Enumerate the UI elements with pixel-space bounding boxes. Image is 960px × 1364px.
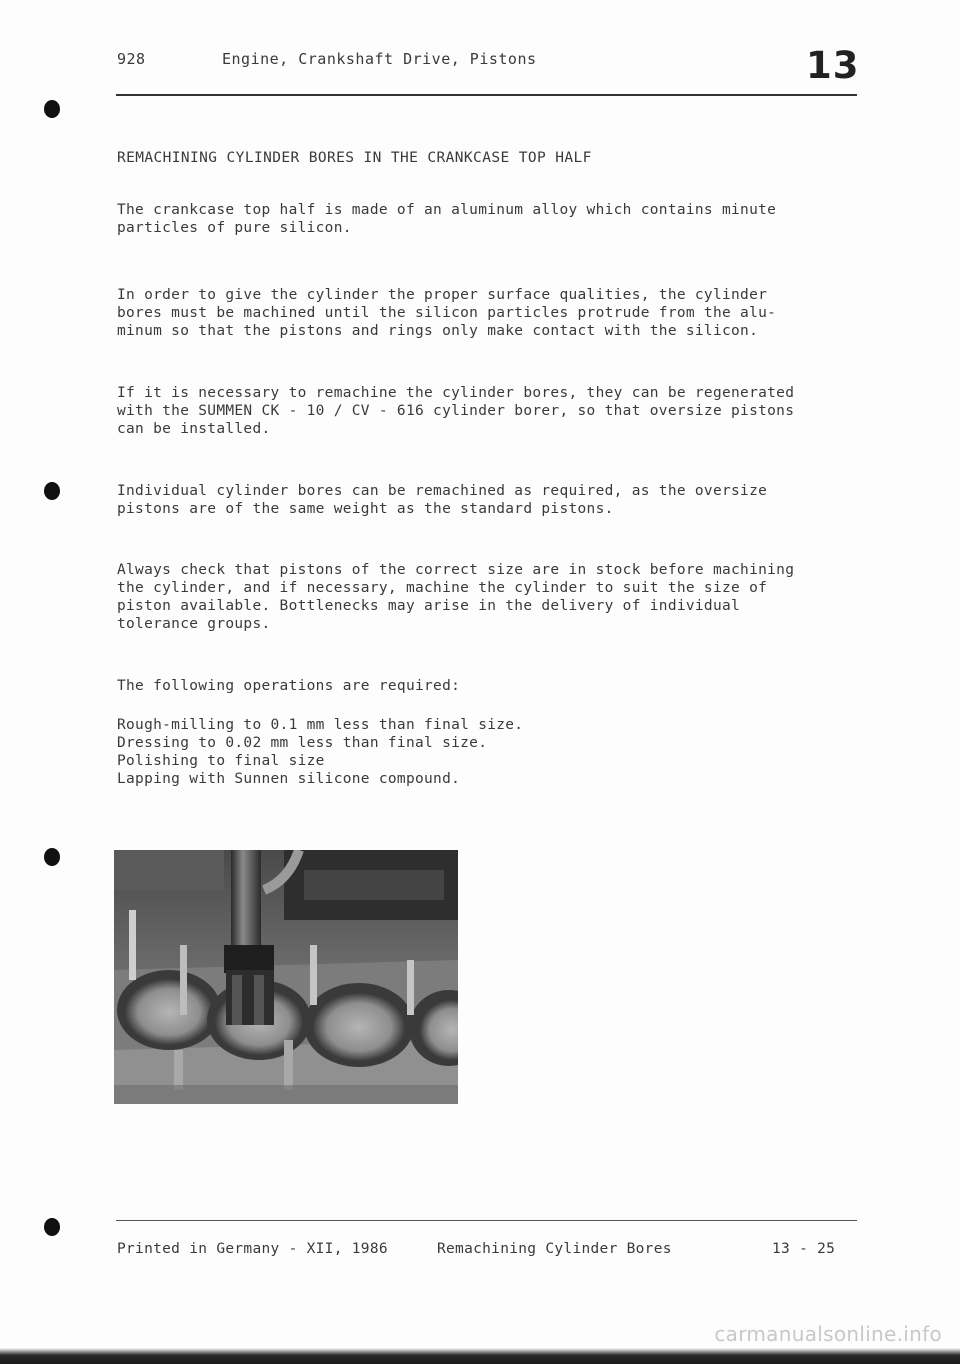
- watermark-text: carmanualsonline.info: [714, 1322, 942, 1346]
- header-title: Engine, Crankshaft Drive, Pistons: [222, 50, 537, 68]
- chapter-number: 13: [806, 44, 860, 87]
- footer-page-number: 13 - 25: [772, 1241, 836, 1257]
- binder-hole-icon: [44, 1218, 60, 1236]
- paragraph-crankcase-material: The crankcase top half is made of an aluminum alloy which contains minute particles of pure silicon.: [117, 202, 777, 236]
- footer-printed-info: Printed in Germany - XII, 1986: [117, 1241, 388, 1257]
- header-divider: [116, 94, 857, 96]
- paragraph-check-pistons: Always check that pistons of the correct size are in stock before machining the cylinder, and if necessary, machine the cylinder to suit the size of piston available. Bottlenecks may arise in the delivery of individual tolerance groups.: [117, 562, 795, 632]
- paragraph-operations-intro: The following operations are required:: [117, 678, 461, 694]
- binder-hole-icon: [44, 848, 60, 866]
- binder-hole-icon: [44, 482, 60, 500]
- header-model: 928: [117, 50, 146, 68]
- cylinder-borer-photo: [114, 850, 458, 1104]
- paragraph-surface-qualities: In order to give the cylinder the proper surface qualities, the cylinder bores must be machined until the silicon particles protrude from the alu- minum so that the pistons and rings only make contact with the silicon.: [117, 287, 777, 339]
- section-heading: REMACHINING CYLINDER BORES IN THE CRANKCASE TOP HALF: [117, 150, 592, 166]
- footer-divider: [116, 1220, 857, 1221]
- paragraph-regeneration: If it is necessary to remachine the cylinder bores, they can be regenerated with the SUMMEN CK - 10 / CV - 616 cylinder borer, so that oversize pistons can be installed.: [117, 385, 795, 437]
- operations-list: Rough-milling to 0.1 mm less than final size. Dressing to 0.02 mm less than final size. Polishing to final size Lapping with Sunnen silicone compound.: [117, 717, 524, 787]
- binder-hole-icon: [44, 100, 60, 118]
- footer-section-title: Remachining Cylinder Bores: [437, 1241, 672, 1257]
- scan-bottom-edge: [0, 1348, 960, 1364]
- engine-photo-illustration: [114, 850, 458, 1104]
- paragraph-individual-bores: Individual cylinder bores can be remachined as required, as the oversize pistons are of the same weight as the standard pistons.: [117, 483, 768, 517]
